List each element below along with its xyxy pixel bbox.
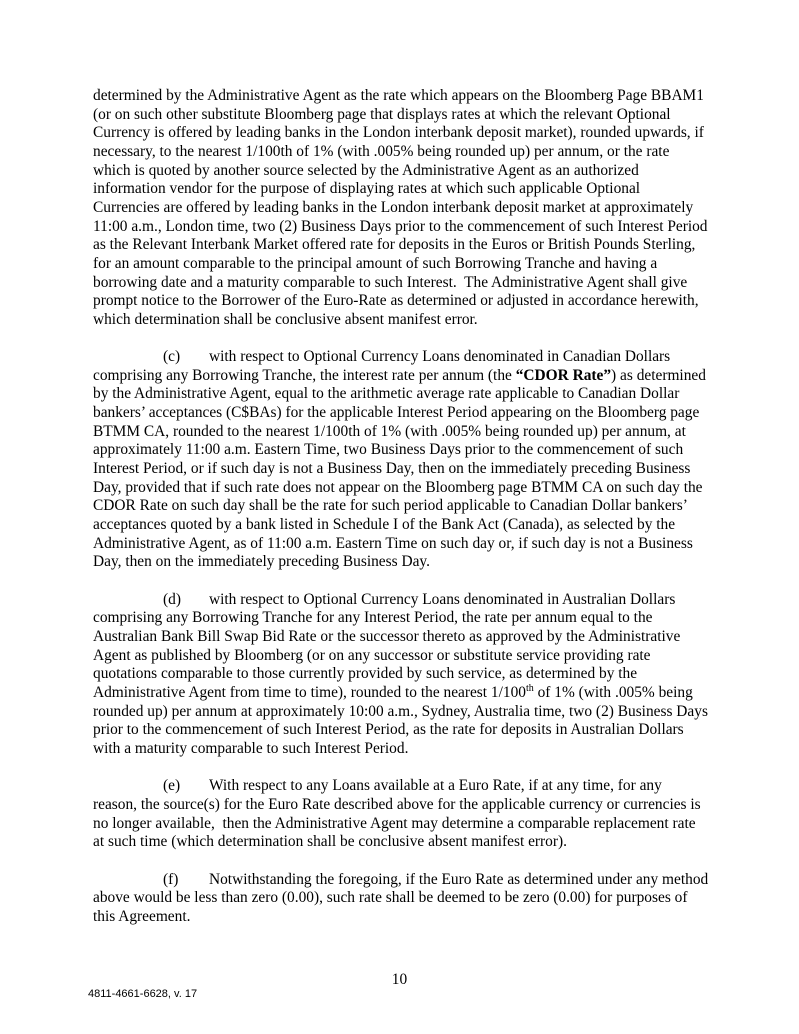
paragraph-e-text: With respect to any Loans available at a Euro Rate, if at any time, for any reason, the source(s) for the Euro Rate described above for the applicable currency or currencies is no longer available, then the Administrative Agent may determine a comparable replacement rate at such time (which determination shall be conclusive absent manifest error).	[93, 777, 705, 851]
paragraph-e-label: (e)	[163, 777, 181, 795]
paragraph-d	[93, 590, 712, 759]
document-id-footer: 4811-4661-6628, v. 17	[88, 988, 198, 1000]
paragraph-f	[93, 870, 713, 927]
paragraph-intro: determined by the Administrative Agent as the rate which appears on the Bloomberg Page BBAM1 (or on such other substitute Bloomberg page that displays rates at which the relevant Optional Currency is offered by leading banks in the London interbank deposit market), rounded upwards, if necessary, to the nearest 1/100th of 1% (with .005% being rounded up) per annum, or the rate which is quoted by another source selected by the Administrative Agent as an authorized information vendor for the purpose of displaying rates at which such applicable Optional Currencies are offered by leading banks in the London interbank deposit market at approximately 11:00 a.m., London time, two (2) Business Days prior to the commencement of such Interest Period as the Relevant Interbank Market offered rate for deposits in the Euros or British Pounds Sterling, for an amount comparable to the principal amount of such Borrowing Tranche and having a borrowing date and a maturity comparable to such Interest. The Administrative Agent shall give prompt notice to the Borrower of the Euro-Rate as determined or adjusted in accordance herewith, which determination shall be conclusive absent manifest error.	[93, 87, 712, 328]
paragraph-d-seg-a: with respect to Optional Currency Loans denominated in Australian Dollars comprising any Borrowing Tranche for any Interest Period, the rate per annum equal to the Australian Bank Bill Swap Bid Rate or the successor thereto as approved by the Administrative Agent as published by Bloomberg (or on any successor or substitute service providing rate quotations comparable to those currently provided by such service, as determined by the Administrative Agent from time to time), rounded to the nearest 1/100	[93, 590, 684, 701]
paragraph-c-seg-b: ) as determined by the Administrative Agent, equal to the arithmetic average rate applicable to Canadian Dollar bankers’ acceptances (C$BAs) for the applicable Interest Period appearing on the Bloomberg page BTMM CA, rounded to the nearest 1/100th of 1% (with .005% being rounded up) per annum, at approximately 11:00 a.m. Eastern Time, two Business Days prior to the commencement of such Interest Period, or if such day is not a Business Day, then on the immediately preceding Business Day, provided that if such rate does not appear on the Bloomberg page BTMM CA on such day the CDOR Rate on such day shall be the rate for such period applicable to Canadian Dollar bankers’ acceptances quoted by a bank listed in Schedule I of the Bank Act (Canada), as selected by the Administrative Agent, as of 11:00 a.m. Eastern Time on such day or, if such day is not a Business Day, then on the immediately preceding Business Day.	[93, 366, 710, 571]
paragraph-d-seg-b: of 1% (with .005% being rounded up) per annum at approximately 10:00 a.m., Sydney, Australia time, two (2) Business Days prior to the commencement of such Interest Period, as the rate for deposits in Australian Dollars with a maturity comparable to such Interest Period.	[93, 683, 712, 757]
body-text	[93, 87, 713, 945]
paragraph-d-label: (d)	[163, 590, 181, 608]
defined-term-cdor-rate: “CDOR Rate”	[515, 366, 612, 384]
paragraph-c-label: (c)	[163, 348, 181, 366]
paragraph-e	[93, 777, 709, 852]
paragraph-c	[93, 348, 709, 572]
page-number: 10	[391, 971, 408, 988]
paragraph-f-label: (f)	[163, 870, 179, 888]
paragraph-c-seg-a: with respect to Optional Currency Loans denominated in Canadian Dollars comprising any Borrowing Tranche, the interest rate per annum (the	[93, 348, 675, 384]
paragraph-d-text	[93, 591, 712, 757]
ordinal-superscript: th	[525, 682, 534, 694]
paragraph-f-text: Notwithstanding the foregoing, if the Euro Rate as determined under any method above would be less than zero (0.00), such rate shall be deemed to be zero (0.00) for purposes of this Agreement.	[93, 870, 713, 925]
paragraph-c-text	[93, 348, 710, 570]
